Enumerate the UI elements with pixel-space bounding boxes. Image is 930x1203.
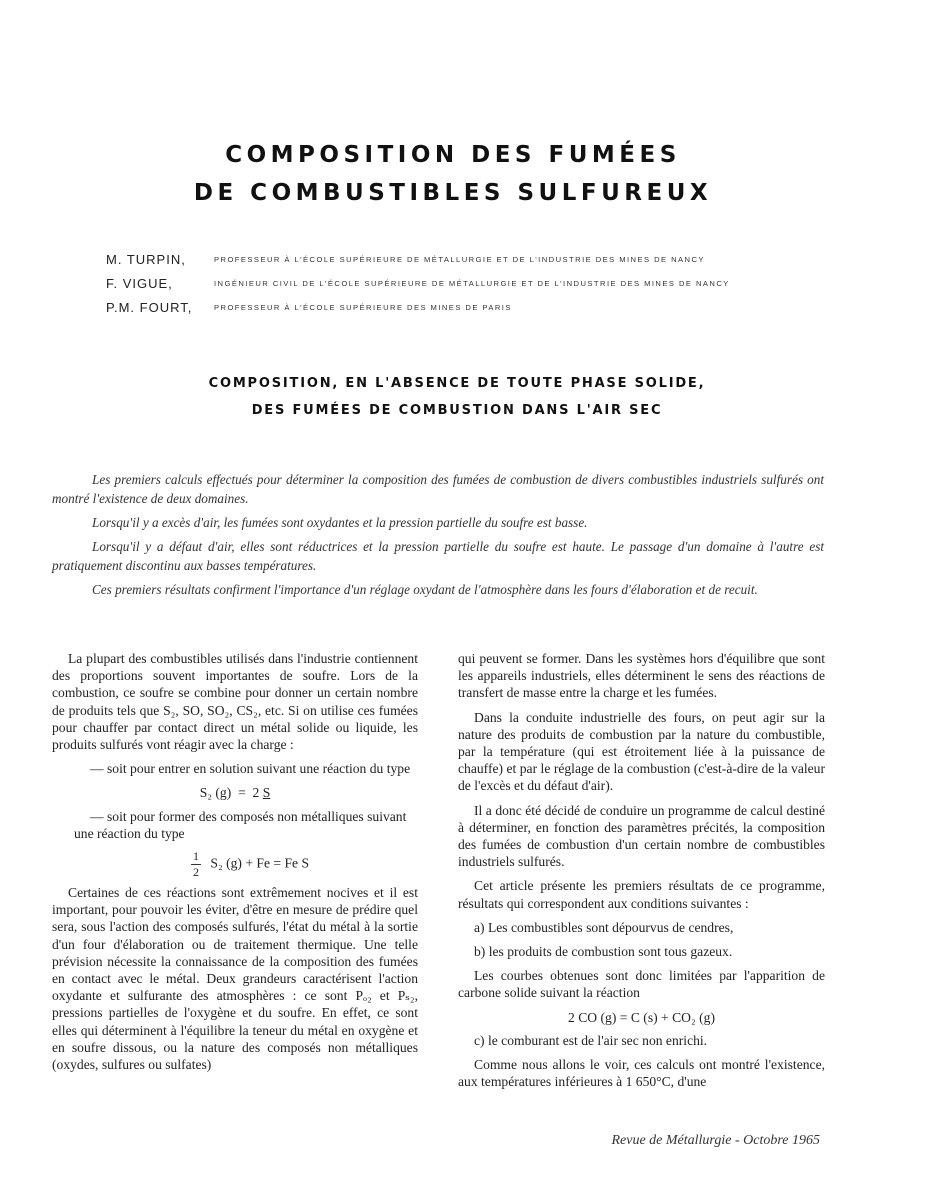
left-column xyxy=(52,650,418,1080)
dash-item: — soit pour former des composés non métalliques suivant une réaction du type xyxy=(74,808,407,841)
body-paragraph: Les courbes obtenues sont donc limitées par l'apparition de carbone solide suivant la réaction xyxy=(458,968,825,1001)
author-affiliation: INGÉNIEUR CIVIL DE L'ÉCOLE SUPÉRIEURE DE MÉTALLURGIE ET DE L'INDUSTRIE DES MINES DE NANCY xyxy=(214,279,730,288)
section-subtitle-line-1: COMPOSITION, EN L'ABSENCE DE TOUTE PHASE SOLIDE, xyxy=(208,376,706,391)
abstract-paragraph: Lorsqu'il y a défaut d'air, elles sont réductrices et la pression partielle du soufre est haute. Le passage d'un domaine à l'autre est pratiquement discontinu aux basses températures. xyxy=(52,539,824,573)
body-paragraph: Comme nous allons le voir, ces calculs ont montré l'existence, aux températures inférieures à 1 650°C, d'une xyxy=(458,1057,825,1090)
author-affiliation: PROFESSEUR À L'ÉCOLE SUPÉRIEURE DES MINES DE PARIS xyxy=(214,303,512,312)
abstract-paragraph: Lorsqu'il y a excès d'air, les fumées sont oxydantes et la pression partielle du soufre est basse. xyxy=(92,515,588,530)
author-affiliation: PROFESSEUR À L'ÉCOLE SUPÉRIEURE DE MÉTALLURGIE ET DE L'INDUSTRIE DES MINES DE NANCY xyxy=(214,255,705,264)
fraction-numerator: 1 xyxy=(192,849,199,864)
body-paragraph: Cet article présente les premiers résultats de ce programme, résultats qui correspondent aux conditions suivantes : xyxy=(458,878,825,911)
article-title-line-2: DE COMBUSTIBLES SULFUREUX xyxy=(193,180,713,206)
equation-sulfide xyxy=(82,849,418,880)
fraction xyxy=(191,849,201,880)
equation-rest: S₂ (g) + Fe = Fe S xyxy=(210,855,310,871)
author-name: F. VIGUE, xyxy=(106,276,173,291)
body-paragraph: Dans la conduite industrielle des fours, on peut agir sur la nature des produits de combustion par la nature du combustible, par la température (qui est étroitement liée à la puissance de chauffe) et par le réglage de la combustion (c'est-à-dire de la valeur de l'excès et du défaut d'air). xyxy=(458,709,825,794)
article-title-line-1: COMPOSITION DES FUMÉES xyxy=(225,142,681,168)
equation-boudouard: 2 CO (g) = C (s) + CO₂ (g) xyxy=(568,1009,715,1025)
body-paragraph: Certaines de ces réactions sont extrêmement nocives et il est important, pour pouvoir les éviter, d'être en mesure de prédire quel sera, sous l'action des composés sulfurés, l'état du métal à la sortie d'un four d'élaboration ou de traitement thermique. Une telle prévision nécessite la connaissance de la composition des fumées en contact avec le métal. Deux grandeurs caractérisent l'action oxydante et sulfurante des atmosphères : ce sont Pₒ₂ et Pₛ₂, pressions partielles de l'oxygène et du soufre. En effet, ce sont elles qui déterminent à l'équilibre la teneur du métal en oxygène et en soufre dissous, ou la nature des composés non métalliques (oxydes, sulfures ou sulfates) xyxy=(52,885,418,1073)
condition-item: c) le comburant est de l'air sec non enrichi. xyxy=(474,1032,708,1048)
body-paragraph: qui peuvent se former. Dans les systèmes hors d'équilibre que sont les appareils industriels, elles déterminent le sens des réactions de transfert de masse entre la charge et les fumées. xyxy=(458,651,825,701)
body-paragraph: La plupart des combustibles utilisés dans l'industrie contiennent des proportions souvent importantes de soufre. Lors de la combustion, ce soufre se combine pour donner un certain nombre de produits tels que S₂, SO, SO₂, CS₂, etc. Si on utilise ces fumées pour chauffer par contact direct un métal solide ou liquide, les produits sulfurés vont réagir avec la charge : xyxy=(52,651,418,753)
section-subtitle-line-2: DES FUMÉES DE COMBUSTION DANS L'AIR SEC xyxy=(251,403,663,418)
abstract-paragraph: Ces premiers résultats confirment l'importance d'un réglage oxydant de l'atmosphère dans les fours d'élaboration et de recuit. xyxy=(92,582,758,597)
right-column xyxy=(458,650,825,1097)
dash-item: — soit pour entrer en solution suivant une réaction du type xyxy=(90,761,411,777)
author-name: M. TURPIN, xyxy=(106,252,186,267)
equation-equals: = xyxy=(238,785,246,801)
equation-dissolved-sulfur: S xyxy=(262,785,271,801)
condition-item: a) Les combustibles sont dépourvus de cendres, xyxy=(474,919,734,935)
abstract xyxy=(52,470,824,604)
author-name: P.M. FOURT, xyxy=(106,300,193,315)
condition-item: b) les produits de combustion sont tous gazeux. xyxy=(474,944,733,960)
equation-dissolution xyxy=(52,784,418,801)
equation-coefficient: 2 xyxy=(252,785,260,801)
body-paragraph: Il a donc été décidé de conduire un programme de calcul destiné à déterminer, en fonction des paramètres précités, la composition des fumées de combustion d'un certain nombre de combustibles industriels sulfurés. xyxy=(458,802,825,870)
journal-footer: Revue de Métallurgie - Octobre 1965 xyxy=(611,1133,820,1148)
equation-left-side: S₂ (g) xyxy=(199,785,232,801)
abstract-paragraph: Les premiers calculs effectués pour déterminer la composition des fumées de combustion de divers combustibles industriels sulfurés ont montré l'existence de deux domaines. xyxy=(52,472,824,506)
fraction-denominator: 2 xyxy=(192,865,199,880)
